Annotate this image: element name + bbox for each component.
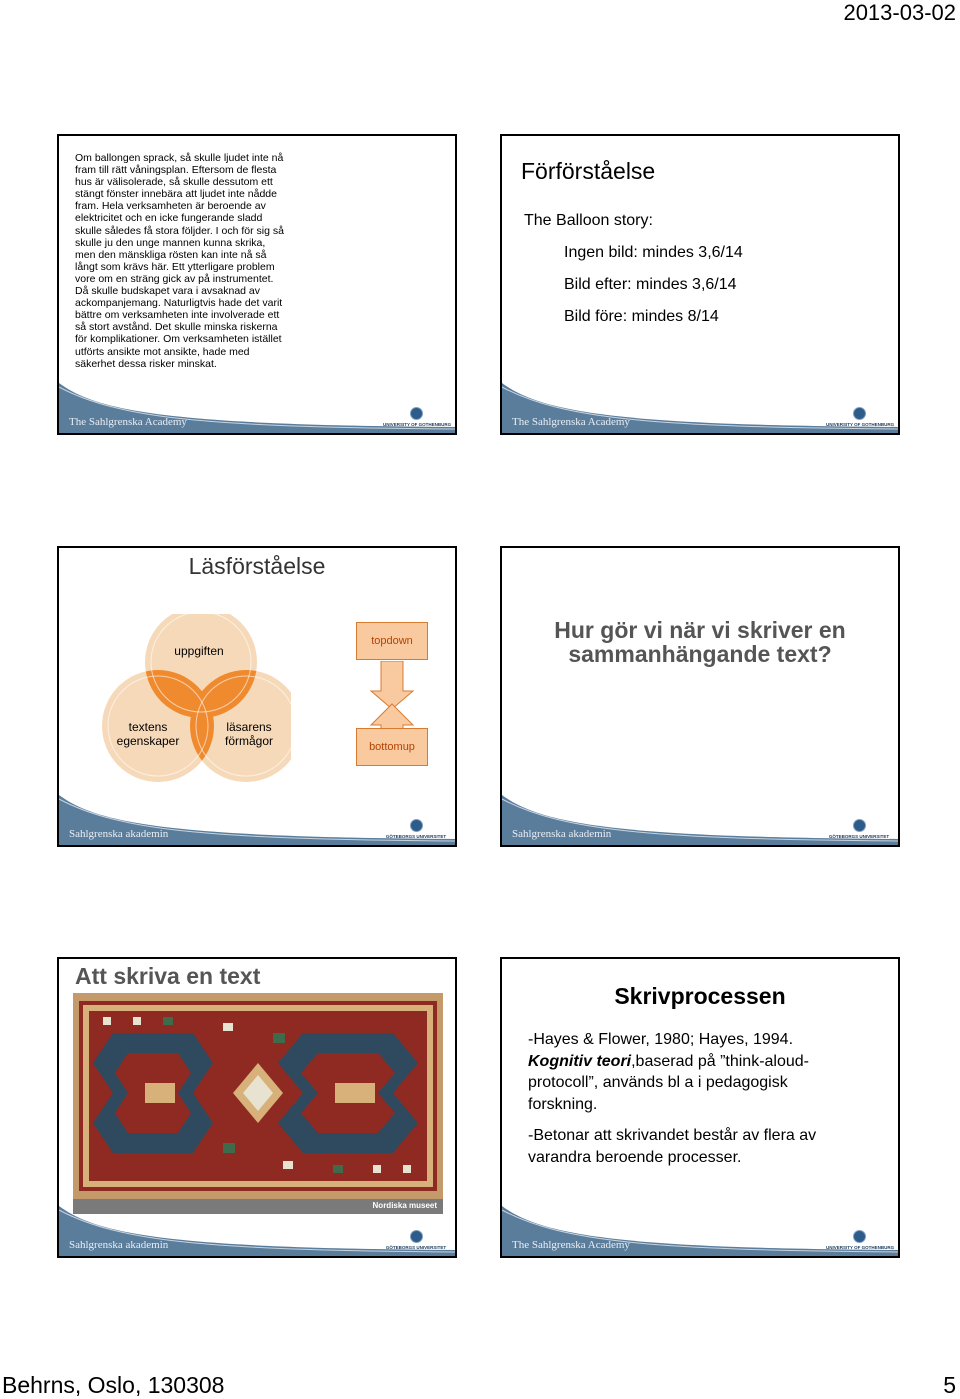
text-line: utförts ansikte mot ansikte, hade med: [75, 345, 250, 358]
university-seal-icon: [410, 1230, 423, 1243]
text-line: hus är välisolerade, så skulle dessutom ett: [75, 176, 273, 189]
slide-lasforstaelse: [57, 546, 457, 847]
university-name: GÖTEBORGS UNIVERSITET: [385, 1245, 447, 1250]
venn-label-reader: [214, 720, 284, 748]
text-span: ,baserad på ”think-aloud-: [631, 1052, 809, 1070]
slide-balloon-text: [57, 134, 457, 435]
text-line: långt som krävs här. Ett ytterligare problem: [75, 260, 275, 273]
text-line: fram till rätt våningsplan. Eftersom de flesta: [75, 164, 277, 177]
venn-label-line: textens: [128, 720, 168, 734]
slide-att-skriva: [57, 957, 457, 1258]
university-name: UNIVERSITY OF GOTHENBURG: [826, 1245, 895, 1250]
textile-rug-image: [73, 993, 443, 1199]
text-line: -Hayes & Flower, 1980; Hayes, 1994.: [528, 1031, 794, 1048]
text-line: -Betonar att skrivandet består av flera av: [528, 1127, 817, 1144]
text-line: skulle ju den unge mannen kunna skrika,: [75, 236, 266, 249]
text-line: varandra beroende processer.: [528, 1148, 742, 1166]
university-seal-icon: [410, 407, 423, 420]
paragraph-theory: [528, 1029, 868, 1115]
page-date: 2013-03-02: [843, 0, 956, 25]
emphasis-text: Kognitiv teori: [528, 1052, 632, 1070]
university-name: UNIVERSITY OF GOTHENBURG: [826, 422, 895, 427]
slide-writing-question: [500, 546, 900, 847]
text-line: bättre om verksamheten inte involverade ett: [75, 309, 280, 322]
paragraph-processes: [528, 1125, 868, 1168]
academy-logo-text: Sahlgrenska akademin: [69, 828, 169, 840]
slide-title: Skrivprocessen: [614, 983, 786, 1009]
venn-label-task: uppgiften: [174, 644, 224, 658]
university-name: GÖTEBORGS UNIVERSITET: [385, 834, 447, 839]
text-line: [528, 1051, 868, 1073]
academy-logo-text: The Sahlgrenska Academy: [512, 416, 630, 428]
venn-diagram: [101, 614, 291, 789]
slide-body-text: [75, 152, 307, 370]
slide-title: Att skriva en text: [75, 963, 261, 989]
text-line: säkerhet dessa risker minskat.: [75, 357, 217, 370]
slide-forforstaelse: [500, 134, 900, 435]
title-line: Hur gör vi när vi skriver en: [554, 617, 846, 643]
academy-logo-text: Sahlgrenska akademin: [512, 828, 612, 840]
university-logo: [383, 819, 449, 839]
title-line: sammanhängande text?: [568, 641, 832, 667]
slide-skrivprocessen: [500, 957, 900, 1258]
venn-label-line: förmågor: [224, 734, 274, 748]
text-line: Om ballongen sprack, så skulle ljudet inte nå: [75, 152, 284, 164]
university-name: UNIVERSITY OF GOTHENBURG: [383, 422, 452, 427]
text-line: stängt fönster innebära att ljudet inte nådde: [75, 188, 277, 201]
university-logo: [383, 1230, 449, 1250]
university-logo: [826, 1230, 895, 1250]
text-line: forskning.: [528, 1095, 598, 1113]
text-line: fram. Hela verksamheten är beroende av: [75, 200, 266, 213]
text-line: för komplikationer. Om verksamheten istället: [75, 333, 282, 346]
text-line: men den mänskliga rösten kan inte nå så: [75, 248, 267, 261]
slide-title: Förförståelse: [521, 158, 656, 184]
text-line: Då skulle budskapet vara i avsaknad av: [75, 285, 261, 298]
university-logo: [826, 407, 895, 427]
bullet-item: Bild efter: mindes 3,6/14: [564, 276, 737, 293]
bottomup-box: bottomup: [356, 728, 428, 766]
page-number: 5: [943, 1372, 956, 1398]
text-line: så stort avstånd. Det skulle minska riskerna: [75, 321, 278, 334]
arrow-up-icon: [369, 703, 415, 729]
academy-logo-text: The Sahlgrenska Academy: [69, 416, 187, 428]
text-line: ackompanjemang. Naturligtvis hade det varit: [75, 297, 283, 310]
university-logo: [383, 407, 452, 427]
slide-title: [502, 618, 898, 666]
university-logo: [826, 819, 892, 839]
slide-subtitle: The Balloon story:: [524, 212, 653, 229]
bullet-item: Bild före: mindes 8/14: [564, 308, 719, 325]
bullet-item: Ingen bild: mindes 3,6/14: [564, 244, 743, 261]
footer-author: Behrns, Oslo, 130308: [2, 1372, 225, 1398]
university-seal-icon: [853, 1230, 866, 1243]
university-seal-icon: [410, 819, 423, 832]
venn-label-line: egenskaper: [116, 734, 180, 748]
image-caption: Nordiska museet: [372, 1201, 437, 1210]
venn-label-line: läsarens: [226, 720, 272, 734]
topdown-box: topdown: [356, 622, 428, 660]
university-seal-icon: [853, 819, 866, 832]
university-name: GÖTEBORGS UNIVERSITET: [828, 834, 890, 839]
academy-logo-text: Sahlgrenska akademin: [69, 1239, 169, 1251]
slide-title: Läsförståelse: [188, 553, 326, 579]
text-line: vore om en sträng gick av på instrumentet.: [75, 272, 274, 285]
text-line: elektricitet och en icke fungerande sladd: [75, 212, 263, 225]
university-seal-icon: [853, 407, 866, 420]
academy-logo-text: The Sahlgrenska Academy: [512, 1239, 630, 1251]
text-line: skulle således få stora följder. I och för sig så: [75, 224, 284, 237]
venn-label-text: [103, 720, 193, 748]
text-line: protocoll”, används bl a i pedagogisk: [528, 1074, 788, 1091]
